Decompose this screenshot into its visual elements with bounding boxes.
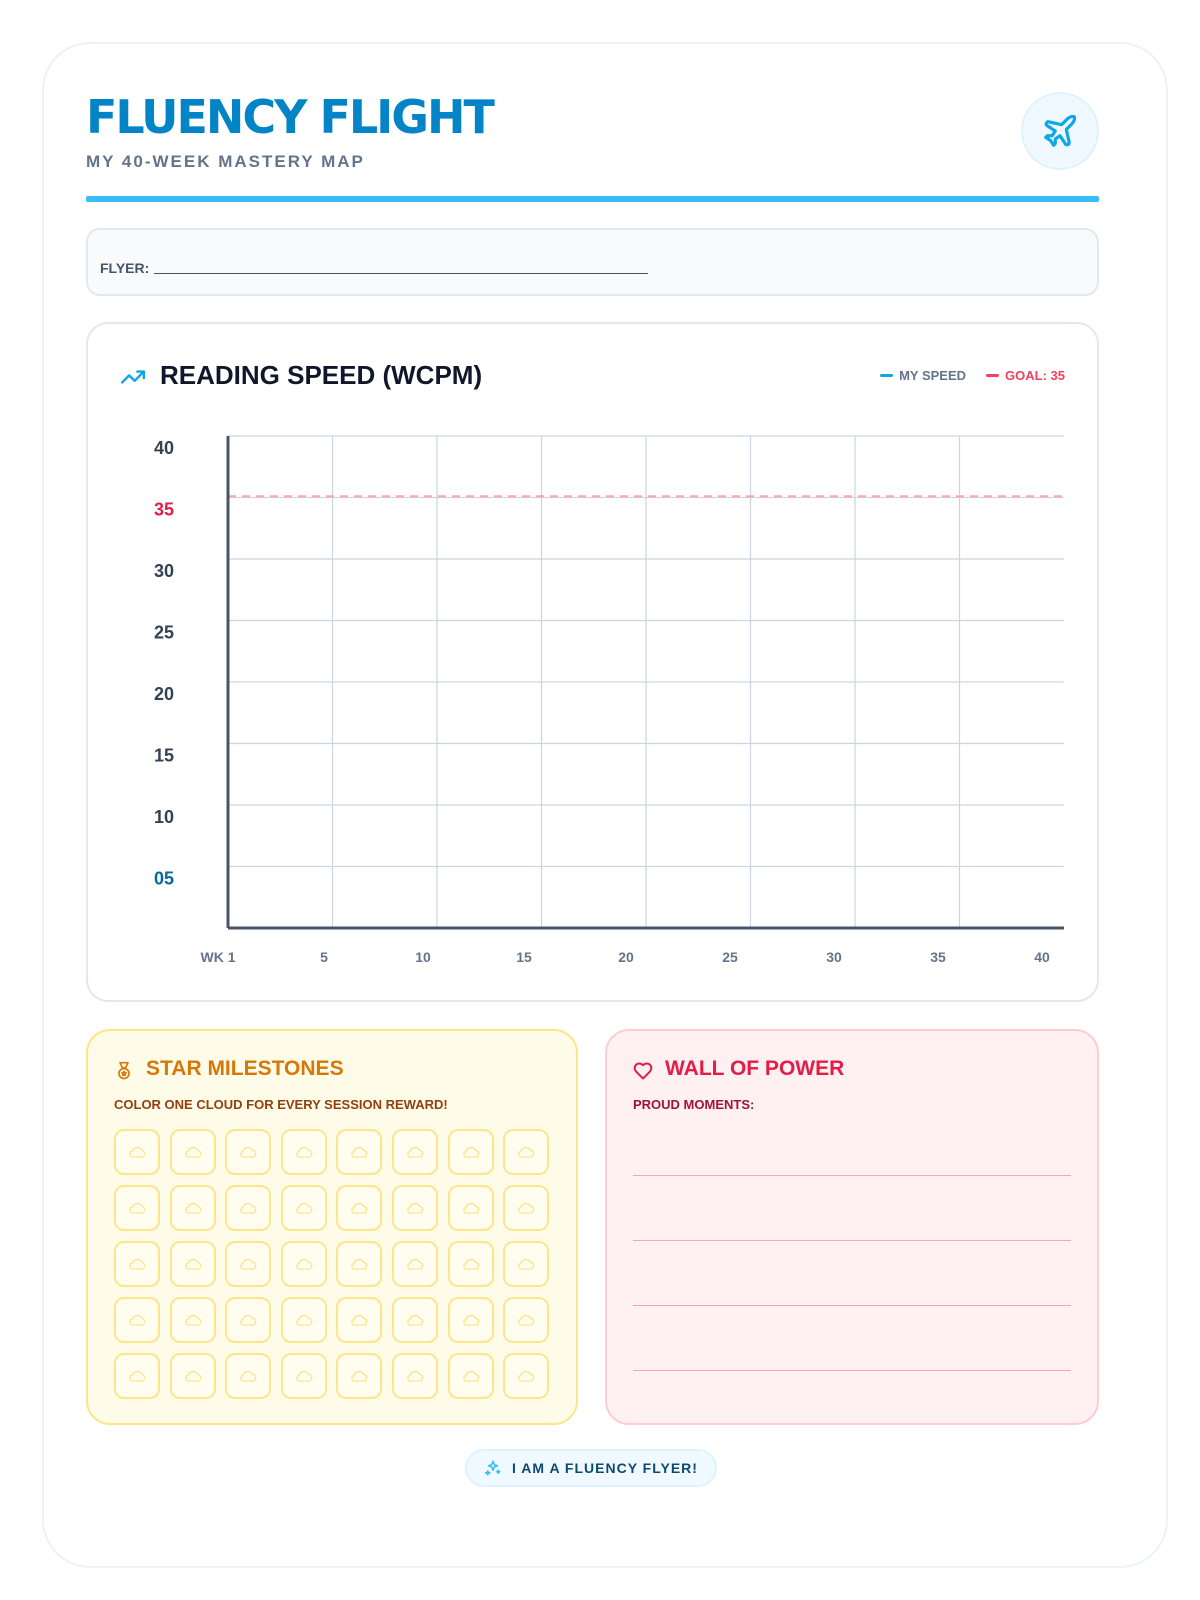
y-tick-label: 10 [153,807,174,827]
proud-moment-line[interactable] [633,1370,1071,1371]
cloud-grid [114,1129,549,1399]
cloud-cell[interactable] [392,1353,438,1399]
cloud-icon [238,1145,258,1159]
cloud-icon [238,1369,258,1383]
cloud-icon [461,1313,481,1327]
cloud-icon [294,1313,314,1327]
cloud-icon [405,1257,425,1271]
cloud-cell[interactable] [503,1185,549,1231]
x-tick-label: 35 [930,949,946,965]
cloud-cell[interactable] [225,1297,271,1343]
cloud-cell[interactable] [225,1129,271,1175]
cloud-cell[interactable] [336,1241,382,1287]
cloud-cell[interactable] [114,1297,160,1343]
cloud-cell[interactable] [336,1297,382,1343]
cloud-icon [516,1313,536,1327]
y-tick-label: 25 [153,622,174,643]
cloud-icon [183,1145,203,1159]
cloud-icon [516,1145,536,1159]
x-tick-label: 10 [415,949,431,965]
cloud-cell[interactable] [392,1241,438,1287]
cloud-cell[interactable] [336,1185,382,1231]
page-title: FLUENCY FLIGHT [86,90,493,144]
cloud-cell[interactable] [448,1353,494,1399]
wall-of-power-panel [605,1029,1099,1425]
cloud-icon [294,1369,314,1383]
cloud-cell[interactable] [503,1241,549,1287]
legend-label-my-speed: MY SPEED [899,368,967,383]
cloud-icon [294,1145,314,1159]
cloud-icon [516,1257,536,1271]
proud-moment-line[interactable] [633,1240,1071,1241]
cloud-cell[interactable] [114,1185,160,1231]
cloud-icon [238,1257,258,1271]
cloud-cell[interactable] [281,1297,327,1343]
power-title: WALL OF POWER [665,1057,845,1080]
x-tick-label: 15 [516,949,532,965]
cloud-icon [127,1145,147,1159]
reading-speed-chart-card [86,322,1099,1002]
reading-speed-chart[interactable] [88,324,1101,1004]
proud-moment-line[interactable] [633,1305,1071,1306]
x-tick-label: WK 1 [200,949,236,965]
heart-icon [633,1061,653,1081]
footer-badge [465,1449,717,1487]
sparkles-icon [484,1459,502,1477]
x-tick-label: 5 [320,949,328,965]
x-tick-label: 20 [618,949,634,965]
cloud-icon [127,1201,147,1215]
cloud-cell[interactable] [503,1297,549,1343]
cloud-cell[interactable] [114,1241,160,1287]
cloud-icon [349,1313,369,1327]
cloud-cell[interactable] [336,1353,382,1399]
cloud-cell[interactable] [114,1353,160,1399]
cloud-cell[interactable] [225,1241,271,1287]
cloud-cell[interactable] [114,1129,160,1175]
cloud-cell[interactable] [392,1129,438,1175]
cloud-cell[interactable] [170,1353,216,1399]
cloud-cell[interactable] [170,1241,216,1287]
cloud-cell[interactable] [170,1185,216,1231]
cloud-icon [349,1369,369,1383]
footer-text: I AM A FLUENCY FLYER! [512,1460,698,1476]
cloud-icon [516,1369,536,1383]
cloud-cell[interactable] [281,1241,327,1287]
airplane-badge [1021,92,1099,170]
legend-label-goal: GOAL: 35 [1005,368,1065,383]
cloud-icon [238,1313,258,1327]
cloud-icon [238,1201,258,1215]
cloud-cell[interactable] [170,1129,216,1175]
cloud-icon [183,1257,203,1271]
cloud-icon [183,1201,203,1215]
cloud-cell[interactable] [448,1241,494,1287]
cloud-icon [294,1201,314,1215]
milestones-subtitle: COLOR ONE CLOUD FOR EVERY SESSION REWARD! [114,1097,448,1112]
cloud-icon [461,1369,481,1383]
y-tick-label: 05 [153,868,174,889]
cloud-icon [349,1145,369,1159]
flyer-name-field[interactable] [86,228,1099,296]
cloud-cell[interactable] [281,1185,327,1231]
cloud-cell[interactable] [336,1129,382,1175]
cloud-icon [405,1145,425,1159]
medal-icon [114,1061,134,1081]
cloud-cell[interactable] [392,1185,438,1231]
cloud-icon [405,1201,425,1215]
proud-moment-line[interactable] [633,1175,1071,1176]
cloud-icon [461,1201,481,1215]
worksheet-page [42,42,1168,1568]
chart-title: READING SPEED (WCPM) [160,360,483,390]
y-tick-label: 15 [153,745,174,766]
cloud-cell[interactable] [448,1297,494,1343]
cloud-icon [405,1313,425,1327]
cloud-icon [127,1257,147,1271]
cloud-cell[interactable] [281,1129,327,1175]
flyer-label: FLYER: [100,260,150,276]
y-tick-label: 20 [153,684,174,704]
cloud-cell[interactable] [448,1129,494,1175]
x-tick-label: 40 [1034,949,1050,965]
page-subtitle: MY 40-WEEK MASTERY MAP [86,152,365,171]
cloud-cell[interactable] [503,1353,549,1399]
airplane-icon [1041,112,1079,150]
milestones-title: STAR MILESTONES [146,1057,344,1080]
flyer-name-line[interactable] [154,273,648,274]
x-tick-label: 25 [722,949,738,965]
cloud-icon [294,1257,314,1271]
cloud-icon [127,1313,147,1327]
y-tick-label: 35 [153,499,174,520]
cloud-cell[interactable] [392,1297,438,1343]
star-milestones-panel [86,1029,578,1425]
cloud-cell[interactable] [225,1185,271,1231]
power-subtitle: PROUD MOMENTS: [633,1097,755,1112]
header-divider [86,196,1099,202]
cloud-cell[interactable] [170,1297,216,1343]
cloud-icon [183,1369,203,1383]
y-tick-label: 30 [153,561,174,581]
cloud-icon [461,1145,481,1159]
cloud-icon [183,1313,203,1327]
cloud-icon [349,1257,369,1271]
cloud-cell[interactable] [448,1185,494,1231]
x-tick-label: 30 [826,949,842,965]
cloud-icon [516,1201,536,1215]
cloud-icon [405,1369,425,1383]
cloud-cell[interactable] [281,1353,327,1399]
cloud-cell[interactable] [503,1129,549,1175]
cloud-cell[interactable] [225,1353,271,1399]
y-tick-label: 40 [153,438,174,458]
cloud-icon [349,1201,369,1215]
cloud-icon [127,1369,147,1383]
cloud-icon [461,1257,481,1271]
